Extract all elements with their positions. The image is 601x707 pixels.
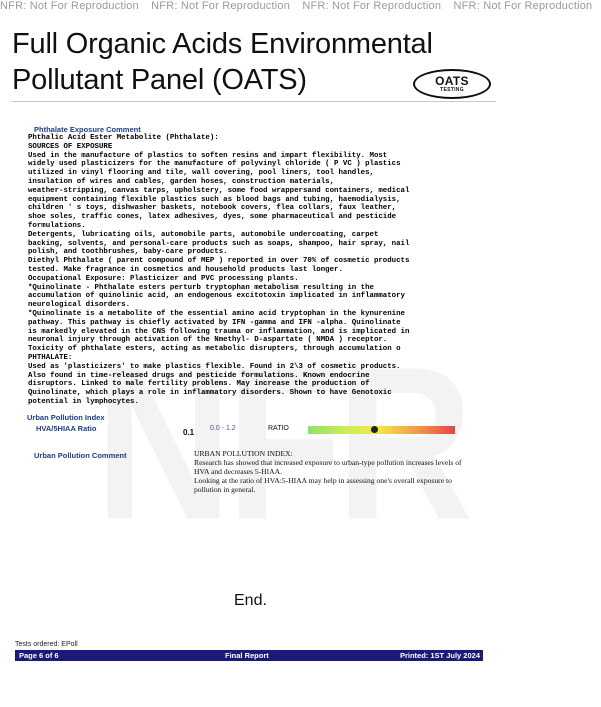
body-line: *Quinolinate - Phthalate esters perturb tryptophan metabolism resulting in the <box>28 283 374 292</box>
urban-line: Looking at the ratio of HVA:5-HIAA may help in assessing one's overall exposure to <box>194 475 452 485</box>
footer-page-number: Page 6 of 6 <box>19 651 59 660</box>
body-line: weather-stripping, canvas tarps, upholstery, some food wrappersand containers, medical <box>28 186 410 195</box>
body-line: accumulation of quinolinic acid, an endogenous excitotoxin implicated in inflammatory <box>28 292 405 301</box>
body-line: Toxicity of phthalate esters, acting as metabolic disrupters, through accumulation o <box>28 345 401 354</box>
body-line: tested. Make fragrance in cosmetics and household products last longer. <box>28 265 343 274</box>
ratio-marker <box>371 426 378 433</box>
logo-sub-text: TESTING <box>440 87 464 93</box>
body-line: polish, and toothbrushes, baby-care products. <box>28 248 228 257</box>
urban-line: URBAN POLLUTION INDEX: <box>194 449 293 458</box>
body-line: utilized in vinyl flooring and tile, wall covering, pool liners, tool handles, <box>28 169 374 178</box>
watermark-row <box>0 0 593 16</box>
watermark-text: NFR: Not For Reproduction <box>453 0 593 12</box>
body-line: Used in the manufacture of plastics to soften resins and impart flexibility. Most <box>28 151 388 160</box>
body-line: neurological disorders. <box>28 301 131 310</box>
oats-logo <box>413 69 491 99</box>
body-line: shoe soles, traffic cones, latex adhesives, dyes, some pharmaceutical and pesticide <box>28 213 397 222</box>
body-line: disruptors. Linked to male fertility problems. May increase the production of <box>28 380 370 389</box>
body-line: Occupational Exposure: Plasticizer and PVC processing plants. <box>28 274 299 283</box>
body-line: neuronal injury through activation of the Nmethyl- D-aspartate ( NMDA ) receptor. <box>28 336 388 345</box>
urban-line: HVA and decreases 5-HIAA. <box>194 466 283 476</box>
body-line: formulations. <box>28 221 86 230</box>
body-line: PHTHALATE: <box>28 353 73 362</box>
body-line: potential in lymphocytes. <box>28 397 139 406</box>
body-line: Diethyl Phthalate ( parent compound of MEP ) reported in over 70% of cosmetic products <box>28 257 410 266</box>
body-line: Quinolinate, which plays a role in inflammatory disorders. Shown to have Genotoxic <box>28 389 392 398</box>
urban-line: Research has showed that increased exposure to urban-type pollution increases levels of <box>194 457 462 467</box>
ratio-gauge-bar <box>308 426 455 434</box>
body-line: SOURCES OF EXPOSURE <box>28 142 113 151</box>
body-line: pathway. This pathway is chiefly activated by IFN -gamma and IFN -alpha. Quinolinate <box>28 318 401 327</box>
body-line: is markedly elevated in the CNS following trauma or inflammation, and is implicated in <box>28 327 410 336</box>
watermark-text: NFR: Not For Reproduction <box>0 0 139 12</box>
watermark-text: NFR: Not For Reproduction <box>151 0 291 12</box>
body-line: children ' s toys, dishwasher baskets, notebook covers, flea collars, faux leather, <box>28 204 397 213</box>
body-line: insulation of wires and cables, garden hoses, construction materials, <box>28 177 335 186</box>
footer-report-status: Final Report <box>225 651 269 660</box>
footer-printed-date: Printed: 1ST July 2024 <box>399 651 480 660</box>
body-line: backing, solvents, and personal-care products such as soaps, shampoo, hair spray, nail <box>28 239 410 248</box>
ratio-value: 0.1 <box>183 428 195 437</box>
body-line: *Quinolinate is a metabolite of the essential amino acid tryptophan in the kynurenine <box>28 309 405 318</box>
urban-pollution-comment-body <box>194 450 494 495</box>
page-title: Full Organic Acids Environmental Pollutant Panel (OATS) <box>12 28 433 96</box>
body-line: Also found in time-released drugs and pesticide formulations. Known endocrine <box>28 371 370 380</box>
logo-main-text: OATS <box>435 74 469 88</box>
watermark-text: NFR: Not For Reproduction <box>302 0 442 12</box>
urban-pollution-comment-label: Urban Pollution Comment <box>34 451 127 460</box>
body-line: widely used plasticizers for the manufacture of polyvinyl chloride ( P VC ) plastics <box>28 160 401 169</box>
urban-pollution-index-label: Urban Pollution Index <box>27 413 105 422</box>
urban-line: pollution in general. <box>194 484 256 494</box>
body-line: Used as 'plasticizers' to make plastics flexible. Found in 2\3 of cosmetic products. <box>28 362 401 371</box>
body-line: equipment containing flexible plastics such as blood bags and tubing, haemodialysis, <box>28 195 401 204</box>
ratio-word: RATIO <box>268 425 289 432</box>
ratio-label: HVA/5HIAA Ratio <box>36 424 97 433</box>
ratio-range: 0.0 - 1.2 <box>210 425 236 432</box>
page-footer <box>15 650 483 661</box>
ratio-row <box>28 423 472 437</box>
end-text: End. <box>234 592 267 609</box>
title-divider <box>12 101 496 102</box>
body-line: Phthalic Acid Ester Metabolite (Phthalate): <box>28 134 219 142</box>
phthalate-comment-body <box>28 134 472 407</box>
body-line: Detergents, lubricating oils, automobile parts, automobile undercoating, carpet <box>28 230 379 239</box>
tests-ordered: Tests ordered: EPoll <box>15 641 78 648</box>
phthalate-comment-label: Phthalate Exposure Comment <box>34 125 141 134</box>
